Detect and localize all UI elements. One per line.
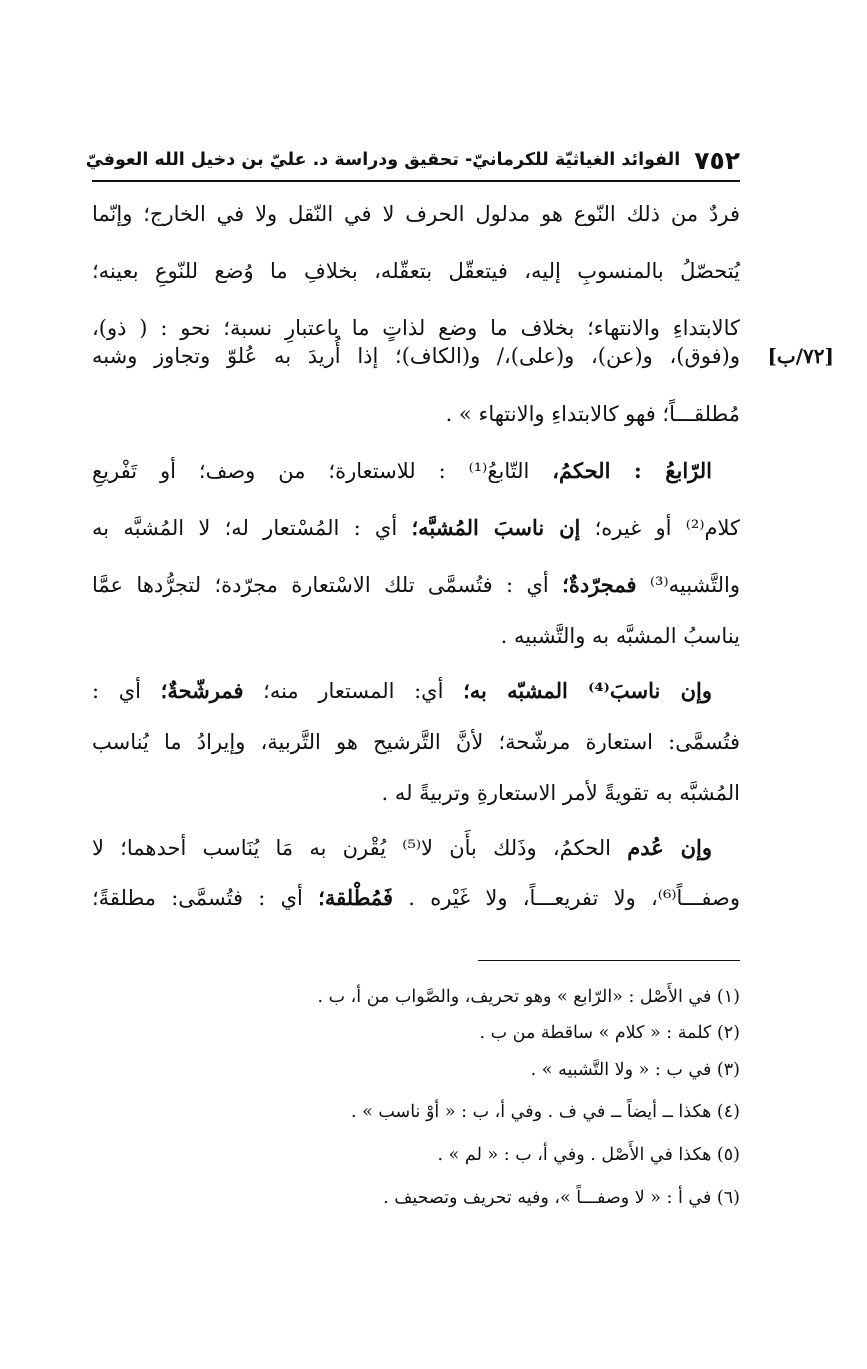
- body-line: المُشبَّه به تقويةً لأمر الاستعارةِ وتربيةً له .: [381, 781, 740, 805]
- bold-term: فمرشّحةٌ؛: [160, 678, 244, 703]
- header-rule: [92, 180, 740, 182]
- bold-term: إن ناسبَ المُشبَّه؛: [411, 515, 581, 540]
- footnote: (٤) هكذا ــ أيضاً ــ في ف . وفي أ، ب : « أوْ ناسب » .: [350, 1102, 740, 1122]
- running-title: الفوائد الغياثيّة للكرمانيّ- تحقيق ودراسة د. عليّ بن دخيل الله العوفيّ: [85, 150, 681, 170]
- text-run: أي :: [92, 679, 161, 703]
- footnote: (٥) هكذا في الأَصْل . وفي أ، ب : « لم » .: [437, 1145, 740, 1165]
- bold-term: الرّابعُ : الحكمُ،: [552, 458, 712, 483]
- body-line: [92, 833, 740, 863]
- page-number: ٧٥٢: [694, 145, 740, 175]
- text-run: أي : فتُسمَّى: مطلقةً؛: [92, 886, 319, 910]
- text-run: أي : فتُسمَّى تلك الاسْتعارة مجرّدة؛ لتجرُّدها عمَّا: [92, 573, 563, 597]
- body-line: كالابتداءِ والانتهاء؛ بخلاف ما وضع لذاتٍ ما باعتبارِ نسبة؛ نحو : ( ذو)،: [92, 316, 740, 340]
- bold-term: فمجرّدةٌ؛: [562, 572, 637, 597]
- body-line: [92, 676, 740, 706]
- body-line: [92, 456, 740, 486]
- text-run: والتَّشبيه⁽³⁾: [636, 573, 740, 597]
- body-line: يناسبُ المشبَّه به والتَّشبيه .: [500, 624, 740, 648]
- footnote-rule: [478, 960, 740, 961]
- body-line: فردٌ من ذلك النّوع هو مدلول الحرف لا في النّقل ولا في الخارج؛ وإنّما: [92, 202, 740, 226]
- footnote: (٦) في أ : « لا وصفـــاً »، وفيه تحريف وتصحيف .: [383, 1188, 740, 1208]
- text-run: كلام⁽²⁾ أو غيره؛: [580, 516, 740, 540]
- text-run: التّابعُ⁽¹⁾ : للاستعارة؛ من وصف؛ أو تَفْريعِ: [92, 459, 553, 483]
- manuscript-folio-marker: [٧٢/ب]: [767, 344, 834, 368]
- body-line: [92, 513, 740, 543]
- text-run: الحكمُ، وذَلك بأَن لا⁽⁵⁾ يُقْرن به مَا يُنَاسب أحدهما؛ لا: [92, 836, 628, 860]
- text-run: أي: المستعار منه؛: [243, 679, 464, 703]
- text-run: أي : المُسْتعار له؛ لا المُشبَّه به: [92, 516, 412, 540]
- footnote: (٣) في ب : « ولا التَّشبيه » .: [530, 1060, 740, 1080]
- body-line: [92, 883, 740, 913]
- text-run: وصفـــاً⁽⁶⁾، ولا تفريعـــاً، ولا غَيْره .: [393, 886, 740, 910]
- body-line: مُطلقـــاً؛ فهو كالابتداءِ والانتهاء » .: [445, 402, 740, 426]
- bold-term: فَمُطْلقة؛: [318, 885, 394, 910]
- body-line: [92, 570, 740, 600]
- running-header: [85, 142, 740, 178]
- footnote: (١) في الأَصْل : «الرّابع » وهو تحريف، والصَّواب من أ، ب .: [317, 987, 740, 1007]
- footnote: (٢) كلمة : « كلام » ساقطة من ب .: [479, 1023, 740, 1043]
- bold-term: وإن ناسبَ⁽⁴⁾ المشبّه به؛: [463, 678, 713, 703]
- body-line: فتُسمَّى: استعارة مرشّحة؛ لأنَّ التَّرشيح هو التَّربية، وإيرادُ ما يُناسب: [92, 730, 740, 754]
- body-line: و(فوق)، و(عن)، و(على)،/ و(الكاف)؛ إذا أُريدَ به عُلوّ وتجاوز وشبه: [92, 344, 740, 368]
- bold-term: وإن عُدم: [627, 835, 713, 860]
- body-line: يُتحصّلُ بالمنسوبِ إليه، فيتعقّل بتعقّله، بخلافِ ما وُضع للنّوعِ بعينه؛: [92, 259, 740, 283]
